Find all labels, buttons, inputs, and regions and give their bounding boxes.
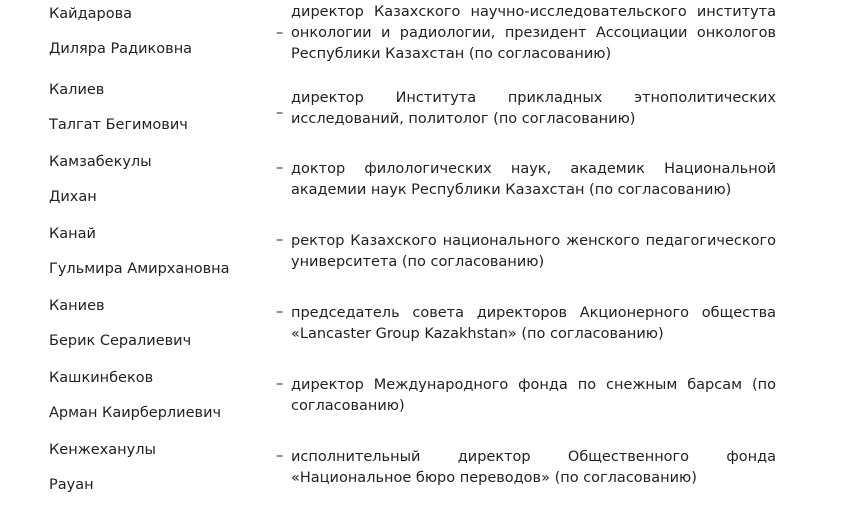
member-description: директор Казахского научно-исследовательского института онкологии и радиологии, президент Ассоциации онкологов Республики Казахстан (по согласованию): [291, 4, 776, 62]
member-description: доктор филологических наук, академик Национальной академии наук Республики Казахстан (по согласованию): [291, 161, 776, 198]
dash-separator: –: [276, 105, 284, 121]
member-surname: Кенжеханулы: [49, 442, 156, 458]
dash-separator: –: [276, 304, 284, 320]
member-surname: Каниев: [49, 298, 105, 314]
member-given-name: Талгат Бегимович: [49, 117, 188, 133]
dash-separator: –: [276, 25, 284, 41]
dash-separator: –: [276, 232, 284, 248]
member-given-name: Берик Сералиевич: [49, 333, 192, 349]
dash-separator: –: [276, 448, 284, 464]
member-description: директор Международного фонда по снежным барсам (по согласованию): [291, 377, 776, 414]
dash-separator: –: [276, 160, 284, 176]
member-surname: Канай: [49, 226, 96, 242]
member-surname: Камзабекулы: [49, 154, 152, 170]
member-given-name: Гульмира Амирхановна: [49, 261, 230, 277]
member-given-name: Арман Каирберлиевич: [49, 405, 222, 421]
member-description: ректор Казахского национального женского педагогического университета (по согласованию): [291, 233, 776, 270]
member-surname: Калиев: [49, 82, 105, 98]
member-given-name: Диляра Радиковна: [49, 41, 193, 57]
member-given-name: Рауан: [49, 477, 94, 493]
member-description: исполнительный директор Общественного фонда «Национальное бюро переводов» (по согласованию): [291, 449, 776, 486]
member-given-name: Дихан: [49, 189, 97, 205]
member-description: председатель совета директоров Акционерного общества «Lancaster Group Kazakhstan» (по согласованию): [291, 305, 776, 342]
member-description: директор Института прикладных этнополитических исследований, политолог (по согласованию): [291, 90, 776, 127]
dash-separator: –: [276, 376, 284, 392]
member-surname: Кайдарова: [49, 6, 133, 22]
member-surname: Кашкинбеков: [49, 370, 154, 386]
